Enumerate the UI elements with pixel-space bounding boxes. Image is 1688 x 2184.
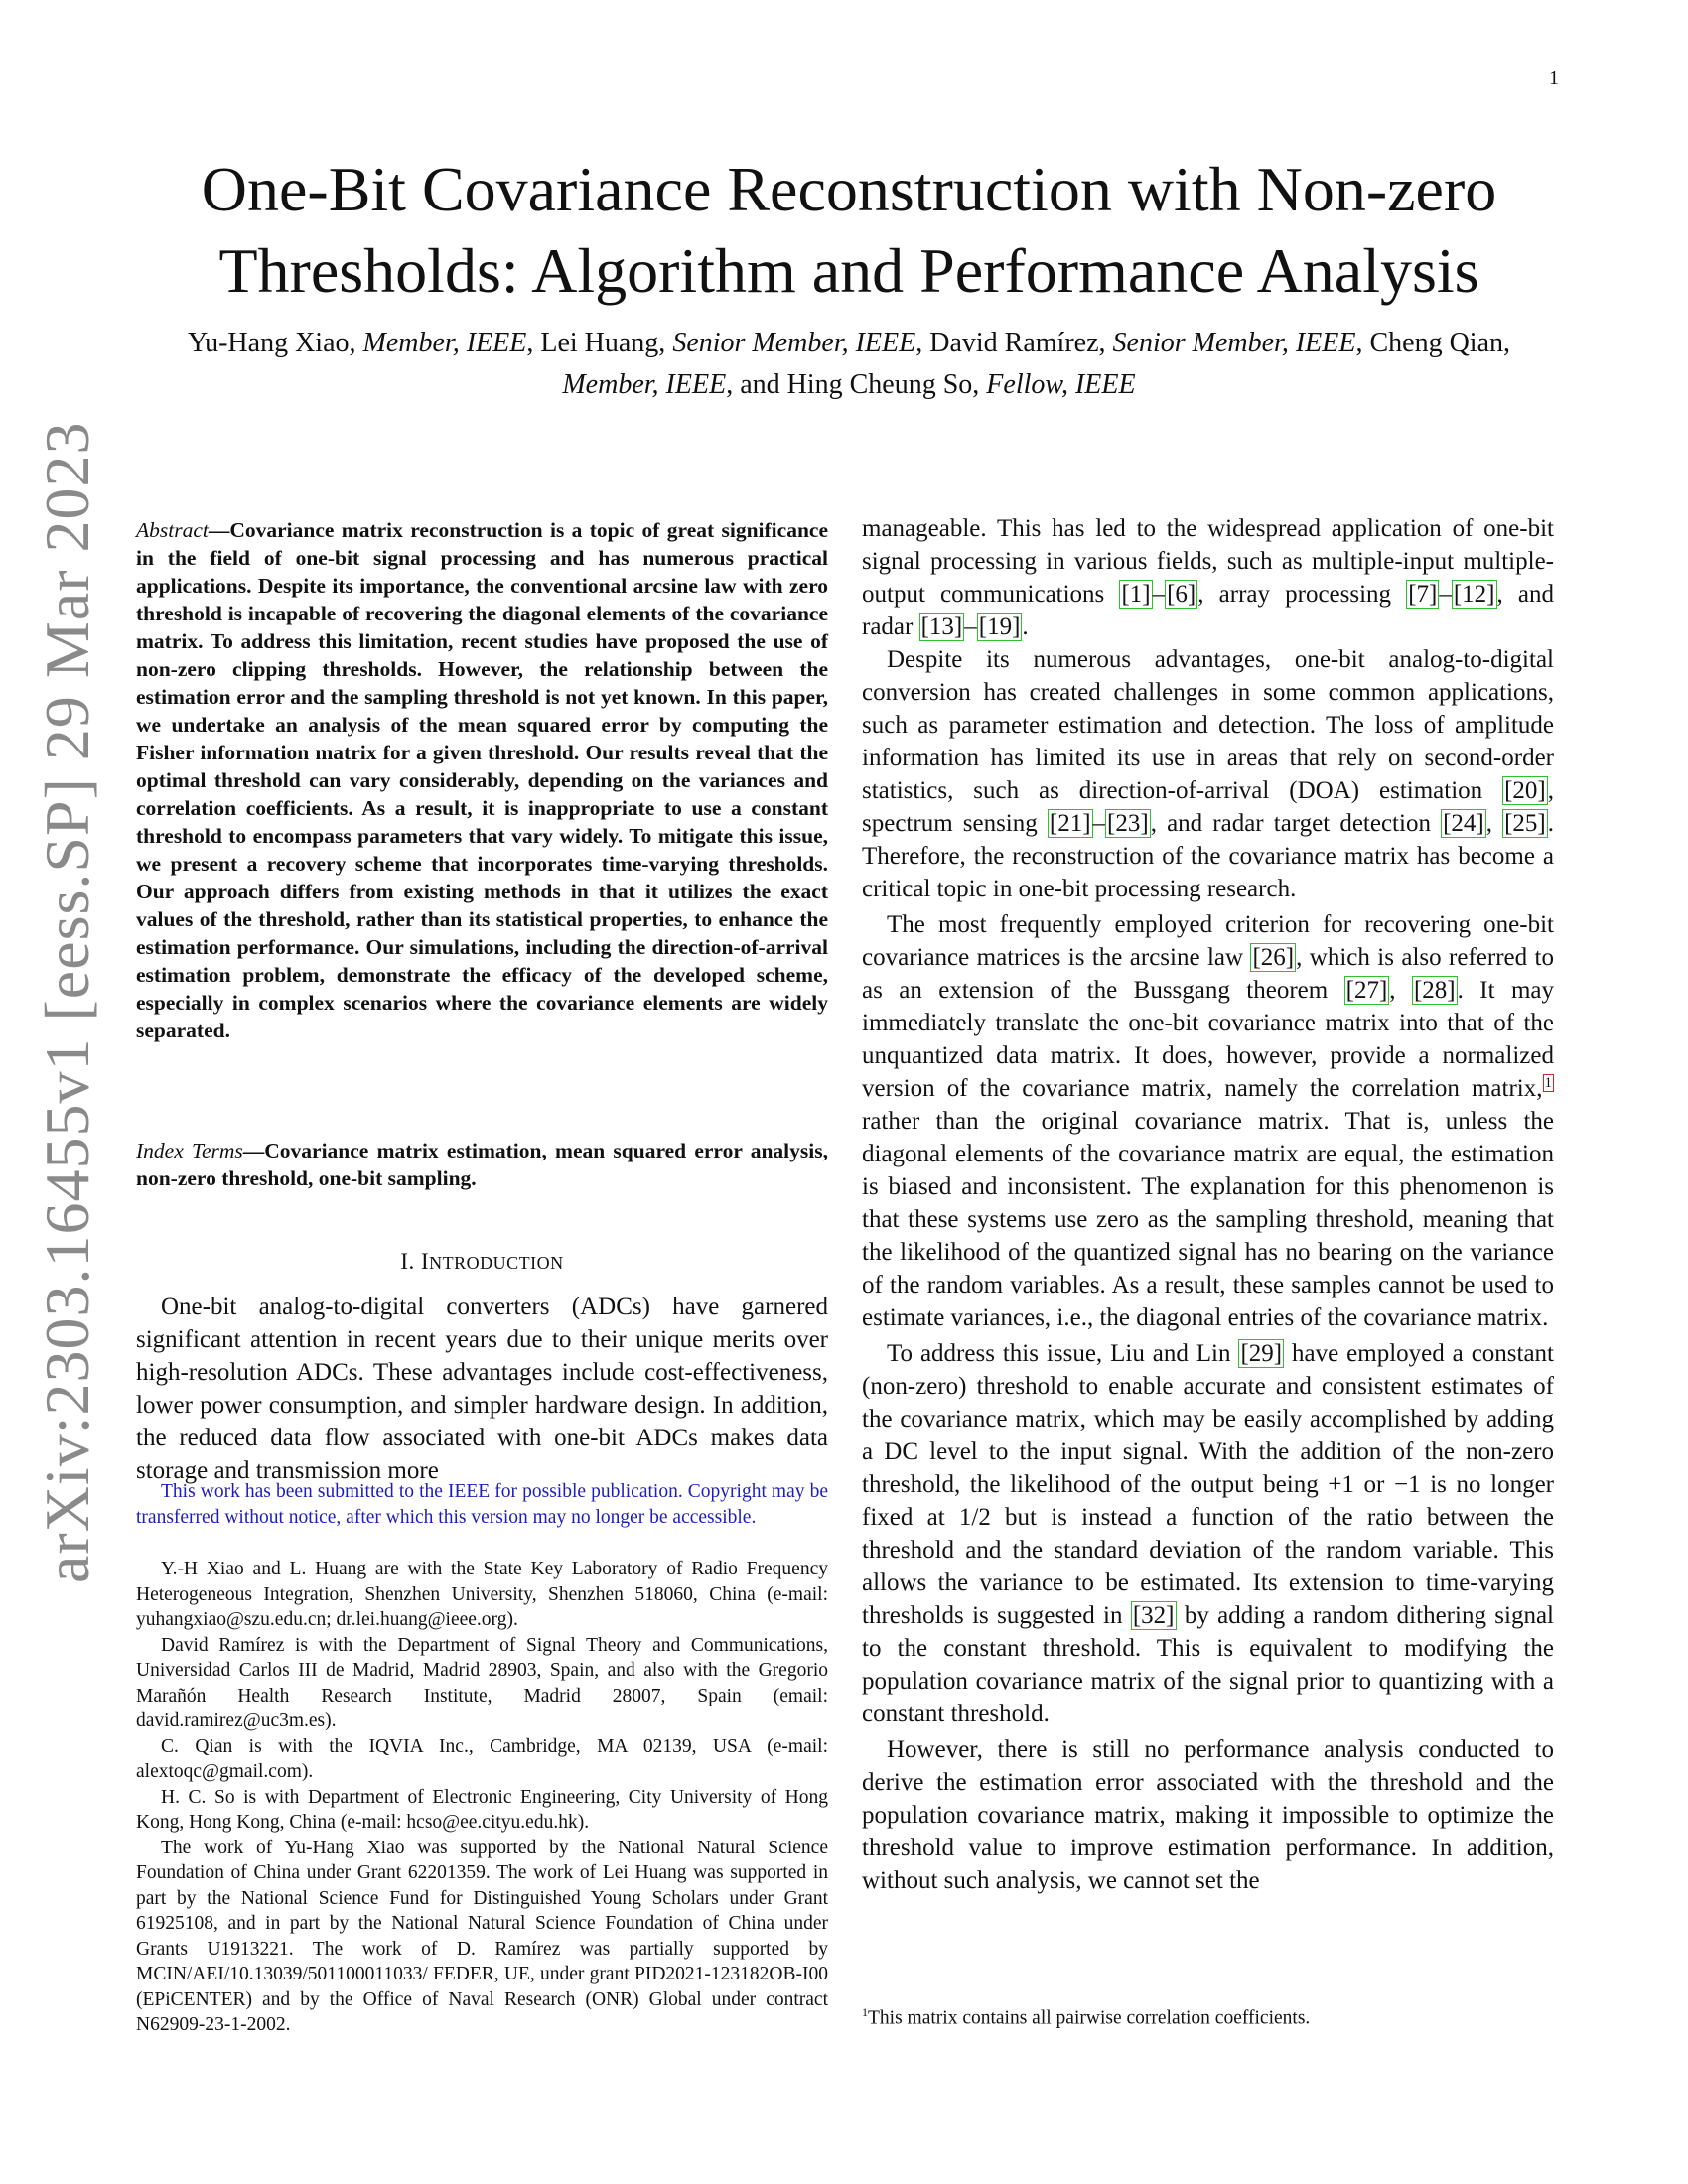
- citation-link[interactable]: [20]: [1504, 777, 1546, 804]
- author-name: , Lei Huang,: [526, 328, 666, 358]
- submission-notice: This work has been submitted to the IEEE for possible publication. Copyright may be transferred without notice, after which this version may no longer be accessible.: [136, 1481, 828, 1528]
- citation-link[interactable]: [1]: [1121, 581, 1151, 608]
- arxiv-identifier-stamp: arXiv:2303.16455v1 [eess.SP] 29 Mar 2023: [32, 421, 102, 1583]
- author-role: Member, IEEE: [562, 369, 727, 400]
- author-role: Member, IEEE: [362, 328, 527, 358]
- footnote-funding: The work of Yu-Hang Xiao was supported by the National Natural Science Foundation of China under Grant 62201359. The work of Lei Huang was supported in part by the National Science Fund for Distinguished Young Scholars under Grant 61925108, and in part by the National Natural Science Foundation of China under Grants U1913221. The work of D. Ramírez was partially supported by MCIN/AEI/10.13039/501100011033/ FEDER, UE, under grant PID2021-123182OB-I00 (EPiCENTER) and by the Office of Naval Research (ONR) Global under contract N62909-23-1-2002.: [136, 1837, 828, 2035]
- section-heading: I. INTRODUCTION: [400, 1249, 564, 1274]
- author-name: , Cheng Qian,: [1355, 328, 1510, 358]
- body-paragraph: However, there is still no performance analysis conducted to derive the estimation error associated with the threshold and the population covariance matrix, making it impossible to optimize the threshold value to improve estimation performance. In addition, without such analysis, we cannot set the: [862, 1736, 1554, 1894]
- abstract-text: —Covariance matrix reconstruction is a topic of great significance in the field of one-bit signal processing and has numerous practical applications. Despite its importance, the conventional arcsine law with zero threshold is incapable of recovering the diagonal elements of the covariance matrix. To address this limitation, recent studies have proposed the use of non-zero clipping thresholds. However, the relationship between the estimation error and the sampling threshold is not yet known. In this paper, we undertake an analysis of the mean squared error by computing the Fisher information matrix for a given threshold. Our results reveal that the optimal threshold can vary considerably, depending on the variances and correlation coefficients. As a result, it is inappropriate to use a constant threshold to encompass parameters that vary widely. To mitigate this issue, we present a recovery scheme that incorporates time-varying thresholds. Our approach differs from existing methods in that it utilizes the exact values of the threshold, rather than its statistical properties, to enhance the estimation performance. Our simulations, including the direction-of-arrival estimation problem, demonstrate the efficacy of the developed scheme, especially in complex scenarios where the covariance elements are widely separated.: [136, 518, 828, 1042]
- citation-link[interactable]: [28]: [1413, 977, 1456, 1004]
- citation-link[interactable]: [21]: [1049, 810, 1091, 837]
- citation-link[interactable]: [24]: [1443, 810, 1484, 837]
- citation-link[interactable]: [26]: [1252, 944, 1295, 971]
- footnote-affiliation: David Ramírez is with the Department of Signal Theory and Communications, Universidad Carlos III de Madrid, Madrid 28903, Spain, and also with the Gregorio Marañón Health Research Institute, Madrid 28007, Spain (email: david.ramirez@uc3m.es).: [136, 1634, 828, 1731]
- body-paragraph: The most frequently employed criterion for recovering one-bit covariance matrices is the arcsine law [26], which is also referred to as an extension of the Bussgang theorem [27], [28]. It may immediately translate the one-bit covariance matrix into that of the unquantized data matrix. It does, however, provide a normalized version of the covariance matrix, namely the correlation matrix, $^1$ rather than the original covariance matrix. That is, unless the diagonal elements of the covariance matrix are equal, the estimation is biased and inconsistent. The explanation for this phenomenon is that these systems use zero as the sampling threshold, meaning that the likelihood of the quantized signal has no bearing on the variance of the random variables. As a result, these samples cannot be used to estimate variances, i.e., the diagonal entries of the covariance matrix.: [862, 911, 1554, 1331]
- author-list: [139, 323, 1559, 406]
- body-paragraph: To address this issue, Liu and Lin [29] have employed a constant (non-zero) threshold to enable accurate and consistent estimates of the covariance matrix, which may be easily accomplished by adding a DC level to the input signal. With the addition of the non-zero threshold, the likelihood of the output being +1 or −1 is no longer fixed at 1/2 but is instead a function of the ratio between the threshold and the standard deviation of the random variable. This allows the variance to be estimated. Its extension to time-varying thresholds is suggested in [32] by adding a random dithering signal to the constant threshold. This is equivalent to modifying the population covariance matrix of the signal prior to quantizing with a constant threshold.: [862, 1340, 1555, 1727]
- citation-link[interactable]: [25]: [1504, 810, 1546, 837]
- citation-link[interactable]: [12]: [1453, 581, 1495, 608]
- author-name: Yu-Hang Xiao,: [187, 328, 356, 358]
- index-terms-label: Index Terms: [136, 1139, 243, 1162]
- citation-link[interactable]: [19]: [978, 614, 1021, 640]
- footnote-text: This matrix contains all pairwise correlation coefficients.: [868, 2007, 1311, 2029]
- citation-link[interactable]: [32]: [1132, 1602, 1175, 1629]
- right-column: [862, 512, 1554, 1897]
- affiliation-footnotes: [136, 1557, 828, 2038]
- intro-paragraph: One-bit analog-to-digital converters (ADCs) have garnered significant attention in recent years due to their unique merits over high-resolution ADCs. These advantages include cost-effectiveness, lower power consumption, and simpler hardware design. In addition, the reduced data flow associated with one-bit ADCs makes data storage and transmission more: [136, 1294, 828, 1484]
- page-number: 1: [1549, 68, 1559, 89]
- citation-link[interactable]: [29]: [1240, 1340, 1283, 1367]
- abstract: [136, 516, 828, 1044]
- correlation-footnote: [862, 2000, 1554, 2031]
- footnote-number: 1: [862, 2005, 868, 2019]
- body-paragraph: Despite its numerous advantages, one-bit analog-to-digital conversion has created challenges in some common applications, such as parameter estimation and detection. The loss of amplitude information has limited its use in areas that rely on second-order statistics, such as direction-of-arrival (DOA) estimation [20], spectrum sensing [21]–[23], and radar target detection [24], [25]. Therefore, the reconstruction of the covariance matrix has become a critical topic in one-bit processing research.: [862, 646, 1555, 902]
- index-terms: [136, 1137, 828, 1192]
- index-terms-text: —Covariance matrix estimation, mean squared error analysis, non-zero threshold, one-bit sampling.: [136, 1139, 828, 1190]
- citation-link[interactable]: [27]: [1345, 977, 1388, 1004]
- author-name: , David Ramírez,: [915, 328, 1106, 358]
- author-role: Senior Member, IEEE: [672, 328, 916, 358]
- footnote-affiliation: C. Qian is with the IQVIA Inc., Cambridge, MA 02139, USA (e-mail: alextoqc@gmail.com).: [136, 1735, 828, 1782]
- footnote-marker-link[interactable]: 1: [1544, 1075, 1552, 1091]
- citation-link[interactable]: [13]: [920, 614, 963, 640]
- author-role: Fellow, IEEE: [986, 369, 1136, 400]
- author-name: , and Hing Cheung So,: [726, 369, 980, 400]
- citation-link[interactable]: [7]: [1408, 581, 1438, 608]
- citation-link[interactable]: [23]: [1107, 810, 1149, 837]
- abstract-label: Abstract: [136, 518, 209, 542]
- body-paragraph: manageable. This has led to the widespread application of one-bit signal processing in various fields, such as multiple-input multiple-output communications [1]–[6], array processing [7]–[12], and radar [13]–[19].: [862, 515, 1555, 640]
- footnote-affiliation: H. C. So is with Department of Electronic Engineering, City University of Hong Kong, Hong Kong, China (e-mail: hcso@ee.cityu.edu.hk).: [136, 1786, 828, 1833]
- citation-link[interactable]: [6]: [1167, 581, 1196, 608]
- paper-title: One-Bit Covariance Reconstruction with Non-zero Thresholds: Algorithm and Performance Analysis: [201, 154, 1497, 306]
- author-role: Senior Member, IEEE: [1112, 328, 1356, 358]
- footnote-affiliation: Y.-H Xiao and L. Huang are with the State Key Laboratory of Radio Frequency Heterogeneous Integration, Shenzhen University, Shenzhen 518060, China (e-mail: yuhangxiao@szu.edu.cn; dr.lei.huang@ieee.org).: [136, 1559, 828, 1630]
